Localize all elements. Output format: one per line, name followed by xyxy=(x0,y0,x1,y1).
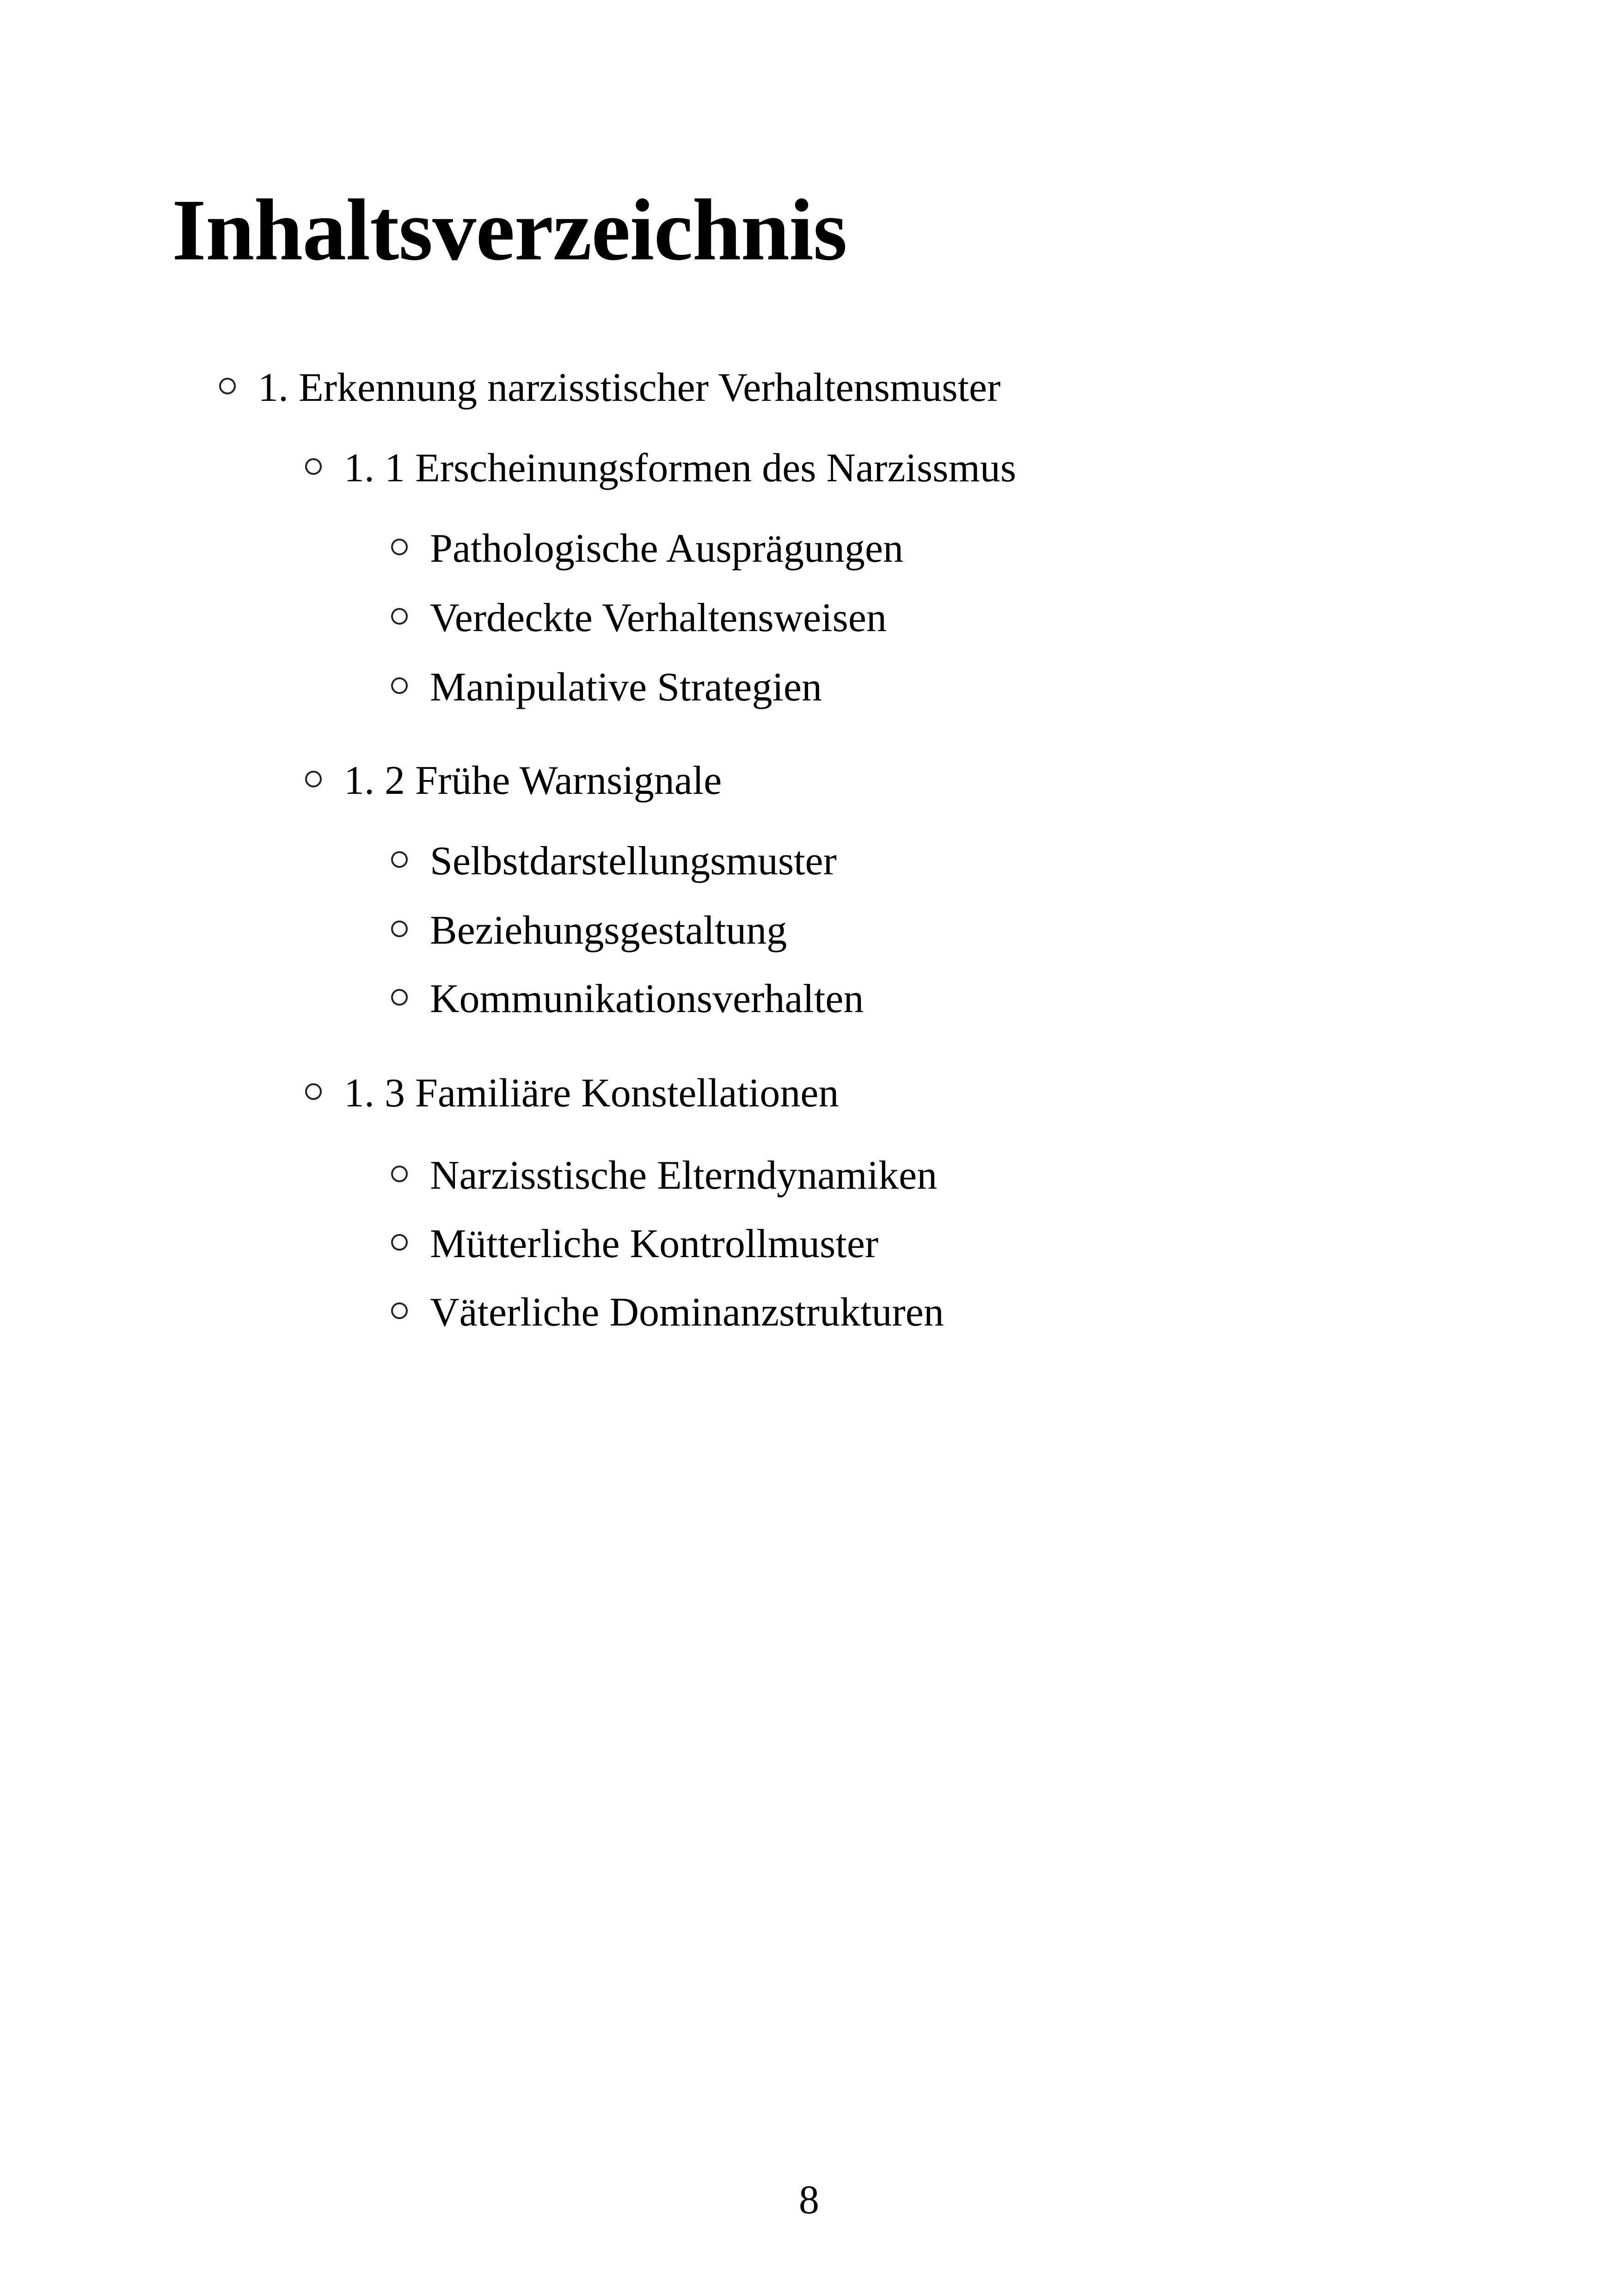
toc-entry-level3[interactable] xyxy=(391,905,787,956)
hollow-circle-bullet-icon xyxy=(391,921,408,937)
toc-entry-text: Selbstdarstellungsmuster xyxy=(430,839,837,884)
toc-entry-level3[interactable] xyxy=(391,974,864,1025)
hollow-circle-bullet-icon xyxy=(391,1166,408,1182)
toc-entry-text: Kommunikationsverhalten xyxy=(430,976,864,1021)
toc-entry-text: Pathologische Ausprägungen xyxy=(430,526,904,571)
toc-entry-level2[interactable] xyxy=(305,1068,839,1119)
toc-entry-text: Mütterliche Kontrollmuster xyxy=(430,1222,879,1266)
toc-entry-text: Väterliche Dominanzstrukturen xyxy=(430,1290,944,1335)
hollow-circle-bullet-icon xyxy=(391,1234,408,1251)
toc-entry-level3[interactable] xyxy=(391,836,837,887)
toc-entry-text: 1. 1 Erscheinungsformen des Narzissmus xyxy=(344,446,1017,491)
toc-entry-level3[interactable] xyxy=(391,1287,944,1338)
toc-entry-level2[interactable] xyxy=(305,443,1016,494)
hollow-circle-bullet-icon xyxy=(305,1083,322,1100)
toc-entry-level3[interactable] xyxy=(391,523,903,574)
hollow-circle-bullet-icon xyxy=(305,458,322,475)
toc-entry-text: 1. Erkennung narzisstischer Verhaltensmuster xyxy=(258,365,1001,410)
hollow-circle-bullet-icon xyxy=(391,851,408,868)
hollow-circle-bullet-icon xyxy=(219,378,236,394)
page-number: 8 xyxy=(799,2178,819,2222)
hollow-circle-bullet-icon xyxy=(391,608,408,625)
toc-entry-text: 1. 3 Familiäre Konstellationen xyxy=(344,1071,839,1116)
toc-entry-text: 1. 2 Frühe Warnsignale xyxy=(344,758,722,803)
hollow-circle-bullet-icon xyxy=(391,989,408,1006)
toc-entry-text: Manipulative Strategien xyxy=(430,665,822,710)
toc-entry-level3[interactable] xyxy=(391,1150,937,1201)
hollow-circle-bullet-icon xyxy=(391,539,408,555)
toc-entry-text: Narzisstische Elterndynamiken xyxy=(430,1153,938,1198)
hollow-circle-bullet-icon xyxy=(391,1302,408,1319)
hollow-circle-bullet-icon xyxy=(305,771,322,787)
hollow-circle-bullet-icon xyxy=(391,677,408,694)
toc-entry-level2[interactable] xyxy=(305,755,722,806)
toc-entry-level3[interactable] xyxy=(391,593,887,644)
toc-entry-level3[interactable] xyxy=(391,1219,878,1270)
page-title: Inhaltsverzeichnis xyxy=(172,182,847,279)
toc-entry-text: Verdeckte Verhaltensweisen xyxy=(430,595,887,640)
toc-entry-level1[interactable] xyxy=(219,362,1000,413)
toc-entry-text: Beziehungsgestaltung xyxy=(430,908,787,953)
toc-entry-level3[interactable] xyxy=(391,662,822,713)
